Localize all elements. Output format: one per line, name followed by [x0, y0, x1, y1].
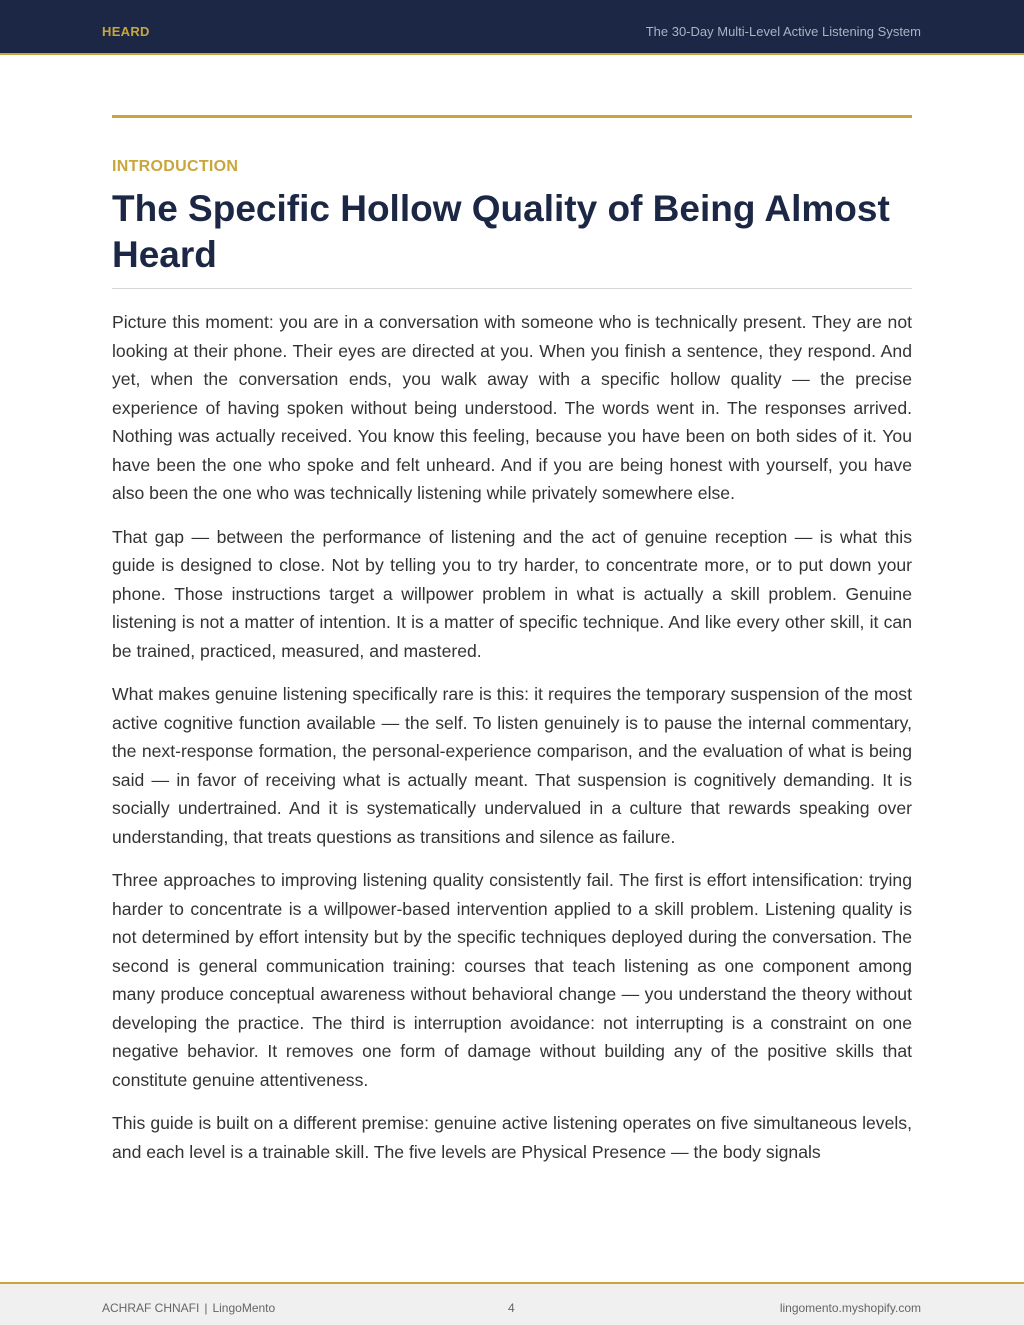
paragraph-4: Three approaches to improving listening quality consistently fail. The first is effort intensification: trying harder to concentrate is a willpower-based intervention applied to a skill problem. Listening quality is not determined by effort intensity but by the specific techniques deployed during the conversation. The second is general communication training: courses that teach listening as one component among many produce conceptual awareness without behavioral change — you understand the theory without developing the practice. The third is interruption avoidance: not interrupting is a constraint on one negative behavior. It removes one form of damage without building any of the positive skills that constitute genuine attentiveness. [112, 870, 912, 1090]
footer-website: lingomento.myshopify.com [779, 1301, 921, 1315]
brand-name: HEARD [102, 24, 150, 39]
footer-brand: LingoMento [212, 1301, 276, 1315]
paragraph-2: That gap — between the performance of listening and the act of genuine reception — is what this guide is designed to close. Not by telling you to try harder, to concentrate more, or to put down your phone. Those instructions target a willpower problem in what is actually a skill problem. Genuine listening is not a matter of intention. It is a matter of specific technique. And like every other skill, it can be trained, practiced, measured, and mastered. [112, 526, 912, 661]
paragraph-5: This guide is built on a different premise: genuine active listening operates on five simultaneous levels, and each level is a trainable skill. The five levels are Physical Presence — the body signals [112, 1113, 912, 1162]
footer-bar [0, 1282, 1024, 1325]
footer-separator: | [204, 1301, 208, 1315]
body-text [112, 308, 912, 1223]
document-title: The 30-Day Multi-Level Active Listening System [645, 24, 921, 39]
header-bar [0, 0, 1024, 55]
page-number: 4 [508, 1301, 515, 1315]
footer-author: ACHRAF CHNAFI [102, 1301, 200, 1315]
footer-credit [102, 1301, 275, 1315]
title-underline [112, 288, 912, 289]
section-label: INTRODUCTION [112, 158, 239, 175]
section-divider [112, 115, 912, 118]
paragraph-3: What makes genuine listening specifically rare is this: it requires the temporary suspension of the most active cognitive function available — the self. To listen genuinely is to pause the internal commentary, the next-response formation, the personal-experience comparison, and the evaluation of what is being said — in favor of receiving what is actually meant. That suspension is cognitively demanding. It is socially undertrained. And it is systematically undervalued in a culture that rewards speaking over understanding, that treats questions as transitions and silence as failure. [112, 684, 912, 847]
paragraph-1: Picture this moment: you are in a conversation with someone who is technically present. They are not looking at their phone. Their eyes are directed at you. When you finish a sentence, they respond. And yet, when the conversation ends, you walk away with a specific hollow quality — the precise experience of having spoken without being understood. The words went in. The responses arrived. Nothing was actually received. You know this feeling, because you have been on both sides of it. You have been the one who spoke and felt unheard. And if you are being honest with yourself, you have also been the one who was technically listening while privately somewhere else. [112, 312, 912, 503]
chapter-title: The Specific Hollow Quality of Being Almost Heard [112, 188, 890, 275]
